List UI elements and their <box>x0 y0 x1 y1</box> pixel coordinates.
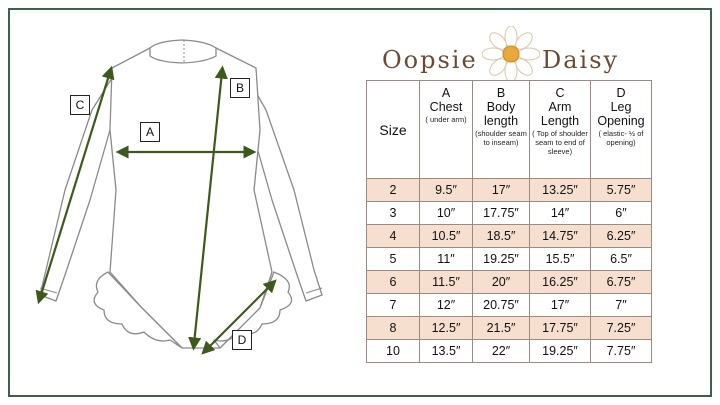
cell-arm-length: 19.25″ <box>530 340 591 363</box>
label-c: C <box>70 95 90 115</box>
cell-body-length: 21.5″ <box>473 317 530 340</box>
cell-size: 4 <box>367 225 420 248</box>
brand-logo <box>382 26 642 82</box>
cell-leg-opening: 5.75″ <box>591 179 652 202</box>
label-a: A <box>140 122 160 142</box>
column-title: Chest <box>429 100 463 114</box>
cell-leg-opening: 6.75″ <box>591 271 652 294</box>
cell-body-length: 17″ <box>473 179 530 202</box>
cell-size: 2 <box>367 179 420 202</box>
label-b: B <box>230 78 250 98</box>
cell-arm-length: 14″ <box>530 202 591 225</box>
table-row <box>367 317 652 340</box>
cell-arm-length: 14.75″ <box>530 225 591 248</box>
column-title: Body length <box>483 100 519 128</box>
page-frame <box>8 8 712 397</box>
cell-arm-length: 13.25″ <box>530 179 591 202</box>
column-header-size: Size <box>367 81 420 179</box>
cell-chest: 10.5″ <box>420 225 473 248</box>
cell-arm-length: 17.75″ <box>530 317 591 340</box>
cell-size: 7 <box>367 294 420 317</box>
cell-leg-opening: 7″ <box>591 294 652 317</box>
cell-arm-length: 16.25″ <box>530 271 591 294</box>
cell-chest: 12″ <box>420 294 473 317</box>
label-d: D <box>232 330 252 350</box>
brand-word-oopsie: Oopsie <box>382 46 478 74</box>
cell-body-length: 19.25″ <box>473 248 530 271</box>
cell-body-length: 18.5″ <box>473 225 530 248</box>
cell-chest: 11″ <box>420 248 473 271</box>
table-row <box>367 271 652 294</box>
cell-body-length: 22″ <box>473 340 530 363</box>
column-letter: D <box>616 86 626 100</box>
bodysuit-illustration <box>10 10 350 390</box>
brand-word-daisy: Daisy <box>542 46 620 74</box>
cell-leg-opening: 7.25″ <box>591 317 652 340</box>
cell-arm-length: 15.5″ <box>530 248 591 271</box>
table-row <box>367 294 652 317</box>
cell-chest: 12.5″ <box>420 317 473 340</box>
cell-body-length: 17.75″ <box>473 202 530 225</box>
cell-leg-opening: 6″ <box>591 202 652 225</box>
column-letter: A <box>441 86 451 100</box>
cell-chest: 13.5″ <box>420 340 473 363</box>
cell-size: 6 <box>367 271 420 294</box>
cell-body-length: 20.75″ <box>473 294 530 317</box>
column-title: Arm Length <box>540 100 580 128</box>
cell-leg-opening: 7.75″ <box>591 340 652 363</box>
table-row <box>367 202 652 225</box>
column-header-body-length <box>473 81 530 179</box>
cell-leg-opening: 6.25″ <box>591 225 652 248</box>
column-note: (shoulder seam to inseam) <box>475 129 527 147</box>
cell-size: 8 <box>367 317 420 340</box>
cell-chest: 11.5″ <box>420 271 473 294</box>
column-letter: C <box>555 86 565 100</box>
column-note: ( elastic- ½ of opening) <box>598 129 644 147</box>
table-row <box>367 225 652 248</box>
table-row <box>367 248 652 271</box>
cell-size: 3 <box>367 202 420 225</box>
column-note: ( under arm) <box>425 115 467 124</box>
table-header-row <box>367 81 652 179</box>
size-chart-table <box>366 80 652 363</box>
cell-size: 5 <box>367 248 420 271</box>
daisy-icon <box>482 26 540 82</box>
table-row <box>367 340 652 363</box>
cell-leg-opening: 6.5″ <box>591 248 652 271</box>
column-header-leg-opening <box>591 81 652 179</box>
cell-chest: 10″ <box>420 202 473 225</box>
cell-chest: 9.5″ <box>420 179 473 202</box>
cell-size: 10 <box>367 340 420 363</box>
column-header-chest <box>420 81 473 179</box>
cell-arm-length: 17″ <box>530 294 591 317</box>
column-title: Leg Opening <box>597 100 645 128</box>
cell-body-length: 20″ <box>473 271 530 294</box>
column-note: ( Top of shoulder seam to end of sleeve) <box>532 129 588 156</box>
column-header-arm-length <box>530 81 591 179</box>
column-letter: B <box>496 86 506 100</box>
table-row <box>367 179 652 202</box>
